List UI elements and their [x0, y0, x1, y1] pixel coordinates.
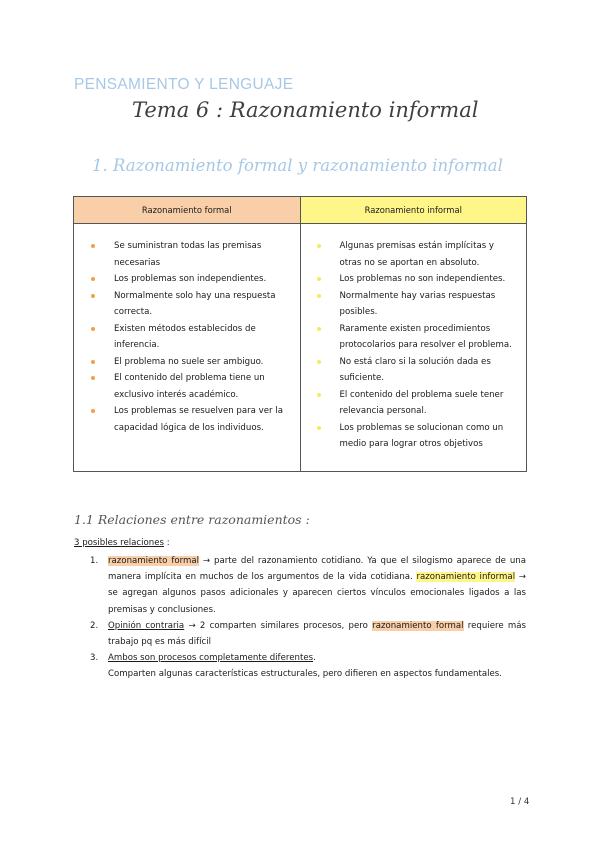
- comparison-table: [73, 196, 527, 472]
- list-item: Los problemas no son independientes.: [313, 271, 517, 288]
- bullet-icon: [317, 244, 321, 248]
- header-formal: Razonamiento formal: [74, 197, 301, 224]
- bullet-icon: [91, 360, 95, 364]
- section-title: 1. Razonamiento formal y razonamiento informal: [92, 156, 503, 175]
- bullet-icon: [317, 327, 321, 331]
- relations-label: 3 posibles relaciones :: [74, 538, 170, 548]
- highlight-formal: razonamiento formal: [108, 556, 200, 566]
- relation-item-2: 2. Opinión contraria → 2 comparten similares procesos, pero razonamiento formal requiere más trabajo pq es más difícil: [90, 620, 527, 648]
- relation-item-3-detail: Comparten algunas características estructurales, pero difieren en aspectos fundamentales.: [108, 669, 502, 680]
- formal-column: [74, 224, 301, 472]
- highlight-formal: razonamiento formal: [372, 620, 464, 631]
- bullet-icon: [91, 327, 95, 331]
- list-item: El contenido del problema suele tener relevancia personal.: [313, 387, 517, 420]
- subsection-title: 1.1 Relaciones entre razonamientos :: [74, 512, 310, 527]
- bullet-icon: [91, 244, 95, 248]
- bullet-icon: [91, 294, 95, 298]
- list-item: Existen métodos establecidos de inferencia.: [87, 321, 290, 354]
- list-item: Se suministran todas las premisas necesarias: [87, 238, 290, 271]
- list-item: Los problemas se resuelven para ver la capacidad lógica de los individuos.: [87, 403, 290, 436]
- bullet-icon: [317, 277, 321, 281]
- list-item: Raramente existen procedimientos protocolarios para resolver el problema.: [313, 321, 517, 354]
- informal-column: [300, 224, 527, 472]
- bullet-icon: [91, 409, 95, 413]
- list-item: El contenido del problema tiene un exclusivo interés académico.: [87, 370, 290, 403]
- list-item: Normalmente solo hay una respuesta correcta.: [87, 288, 290, 321]
- page-title: Tema 6 : Razonamiento informal: [132, 98, 479, 122]
- list-item: El problema no suele ser ambiguo.: [87, 354, 290, 371]
- highlight-informal: razonamiento informal: [416, 572, 516, 583]
- list-item: Los problemas son independientes.: [87, 271, 290, 288]
- page-number: 1 / 4: [510, 797, 530, 807]
- bullet-icon: [317, 294, 321, 298]
- bullet-icon: [317, 426, 321, 430]
- relations-list: [74, 553, 526, 683]
- list-item: Normalmente hay varias respuestas posibles.: [313, 288, 517, 321]
- list-item: Los problemas se solucionan como un medio para lograr otros objetivos: [313, 420, 517, 453]
- bullet-icon: [91, 376, 95, 380]
- bullet-icon: [317, 360, 321, 364]
- relation-item-1: 1. razonamiento formal → parte del razonamiento cotidiano. Ya que el silogismo aparece de una manera implícita en muchos de los argumentos de la vida cotidiana. razonamiento informal → se agregan algunos pasos adicionales y aparecen ciertos vínculos emocionales ligados a las premisas y conclusiones.: [90, 556, 526, 615]
- bullet-icon: [91, 277, 95, 281]
- subject-heading: PENSAMIENTO Y LENGUAJE: [74, 76, 294, 93]
- list-item: No está claro si la solución dada es suficiente.: [313, 354, 517, 387]
- relation-item-3: 3. Ambos son procesos completamente diferentes.: [90, 653, 316, 664]
- bullet-icon: [317, 393, 321, 397]
- list-item: Algunas premisas están implícitas y otras no se aportan en absoluto.: [313, 238, 517, 271]
- header-informal: Razonamiento informal: [300, 197, 527, 224]
